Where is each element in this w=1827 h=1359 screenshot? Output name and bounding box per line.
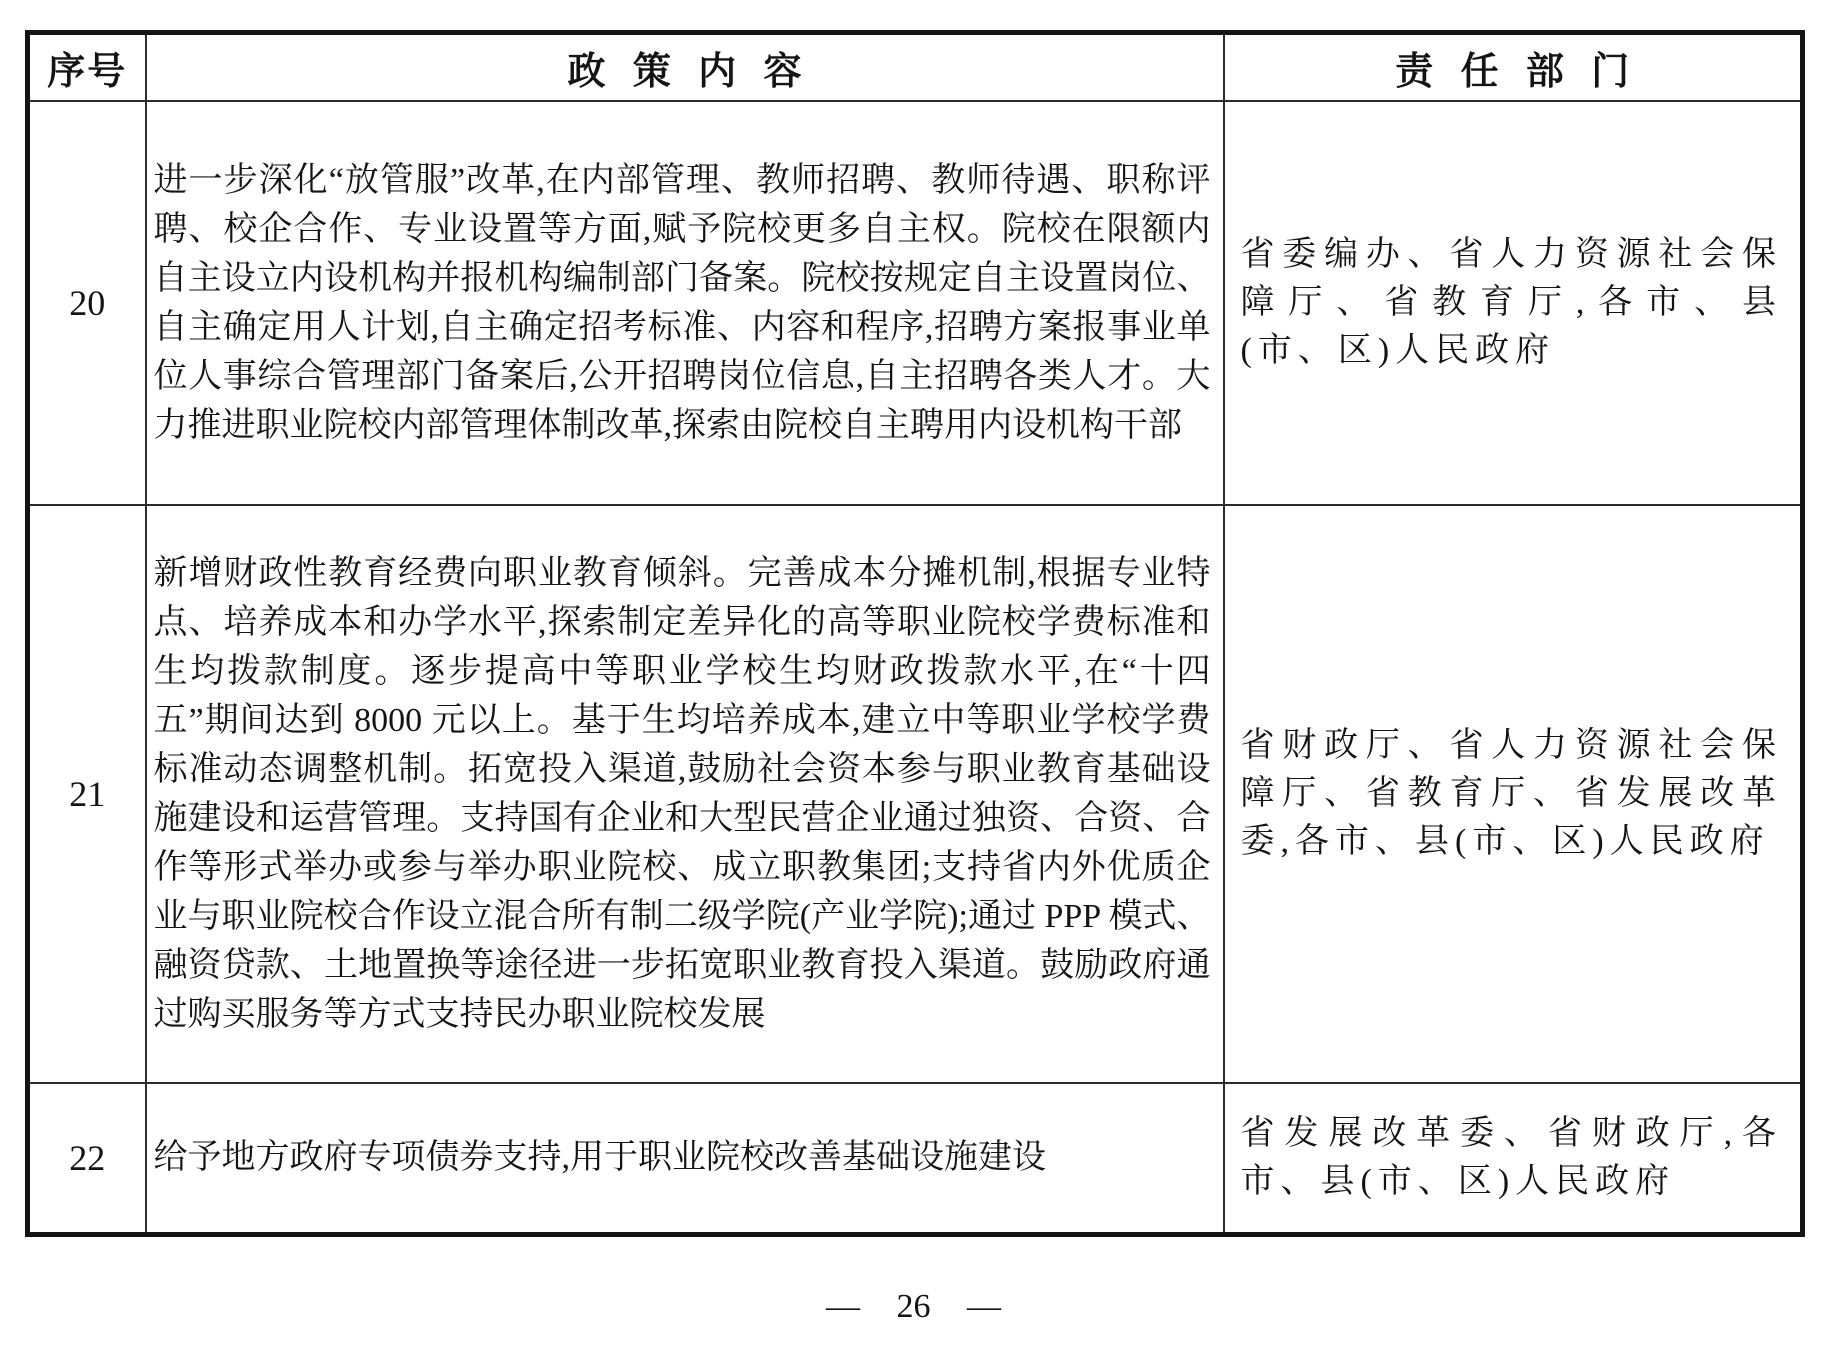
responsible-department: 省发展改革委、省财政厅,各市、县(市、区)人民政府 [1224, 1083, 1803, 1235]
serial-number: 20 [28, 101, 146, 505]
table-row [28, 101, 1803, 505]
responsible-department: 省财政厅、省人力资源社会保障厅、省教育厅、省发展改革委,各市、县(市、区)人民政府 [1224, 505, 1803, 1083]
table-row [28, 505, 1803, 1083]
page-number: — 26 — [826, 1288, 1001, 1325]
table-header [28, 33, 1803, 101]
header-serial: 序号 [28, 33, 146, 101]
document-page [25, 30, 1805, 1237]
header-policy-content: 政策内容 [146, 33, 1224, 101]
policy-content: 新增财政性教育经费向职业教育倾斜。完善成本分摊机制,根据专业特点、培养成本和办学水平,探索制定差异化的高等职业院校学费标准和生均拨款制度。逐步提高中等职业学校生均财政拨款水平,在“十四五”期间达到 8000 元以上。基于生均培养成本,建立中等职业学校学费标准动态调整机制。拓宽投入渠道,鼓励社会资本参与职业教育基础设施建设和运营管理。支持国有企业和大型民营企业通过独资、合资、合作等形式举办或参与举办职业院校、成立职教集团;支持省内外优质企业与职业院校合作设立混合所有制二级学院(产业学院);通过 PPP 模式、融资贷款、土地置换等途径进一步拓宽职业教育投入渠道。鼓励政府通过购买服务等方式支持民办职业院校发展 [146, 505, 1224, 1083]
serial-number: 21 [28, 505, 146, 1083]
table-body [28, 101, 1803, 1235]
header-responsible-department: 责任部门 [1224, 33, 1803, 101]
policy-table [25, 30, 1805, 1237]
table-row [28, 1083, 1803, 1235]
responsible-department: 省委编办、省人力资源社会保障厅、省教育厅,各市、县(市、区)人民政府 [1224, 101, 1803, 505]
serial-number: 22 [28, 1083, 146, 1235]
policy-content: 进一步深化“放管服”改革,在内部管理、教师招聘、教师待遇、职称评聘、校企合作、专业设置等方面,赋予院校更多自主权。院校在限额内自主设立内设机构并报机构编制部门备案。院校按规定自主设置岗位、自主确定用人计划,自主确定招考标准、内容和程序,招聘方案报事业单位人事综合管理部门备案后,公开招聘岗位信息,自主招聘各类人才。大力推进职业院校内部管理体制改革,探索由院校自主聘用内设机构干部 [146, 101, 1224, 505]
policy-content: 给予地方政府专项债券支持,用于职业院校改善基础设施建设 [146, 1083, 1224, 1235]
header-row [28, 33, 1803, 101]
